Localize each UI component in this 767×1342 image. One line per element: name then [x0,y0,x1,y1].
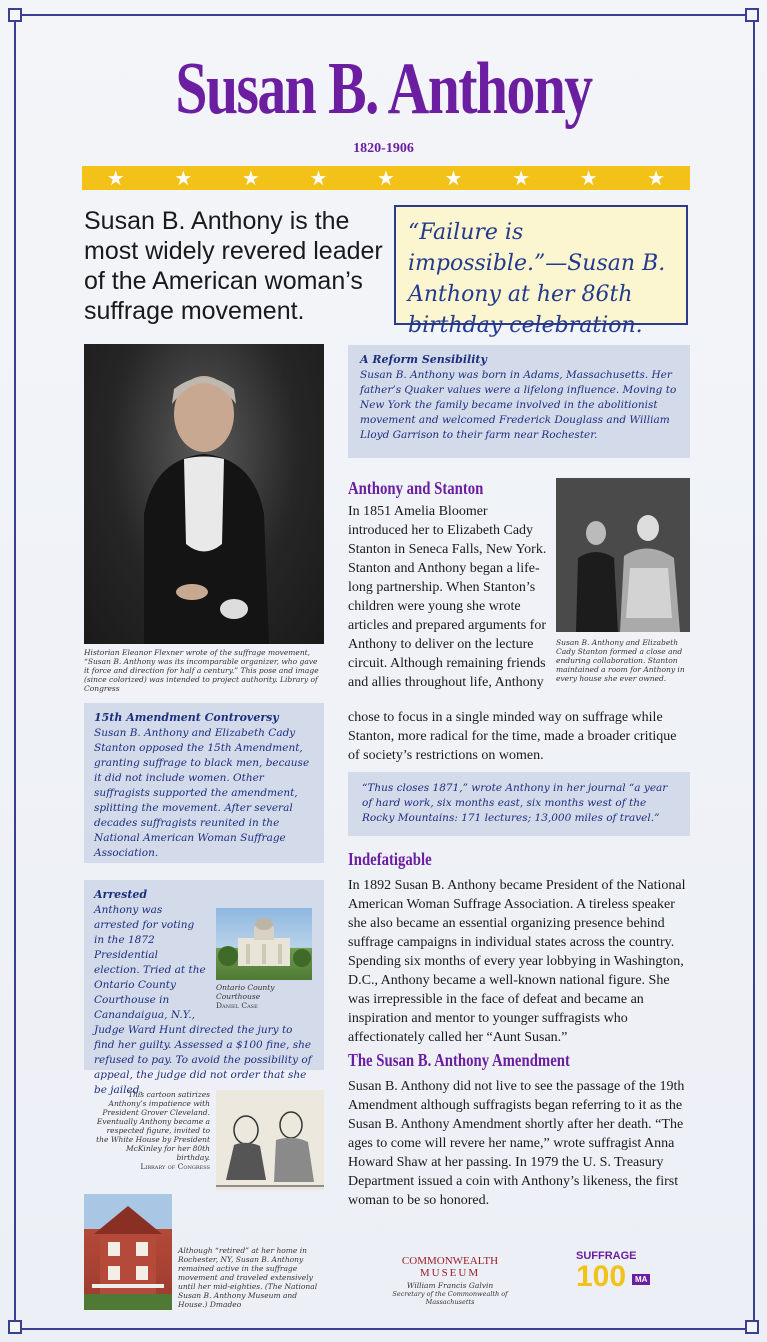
star-icon: ★ [444,166,463,190]
star-icon: ★ [309,166,328,190]
star-icon: ★ [579,166,598,190]
portrait-caption: Historian Eleanor Flexner wrote of the suffrage movement, “Susan B. Anthony was its incomparable organizer, who gave it force and direction for half a century.” This pose and image (since colorized) was intended to project authority. Library of Congress [84,648,319,693]
reform-heading: A Reform Sensibility [360,353,487,366]
stanton-text: In 1851 Amelia Bloomer introduced her to Elizabeth Cady Stanton in Seneca Falls, New York. Stanton and Anthony began a life-long partnership. When Stanton’s children were young she wrote articles and prepared arguments for Anthony to deliver on the lecture circuit. Although remaining friends and allies throughout life, Anthony [348,504,547,690]
amendment19-text: Susan B. Anthony did not live to see the passage of the 19th Amendment although suffragists began referring to it as the Susan B. Anthony Amendment shortly after her death. “The ages to come will revere her name,” wrote suffragist Anna Howard Shaw at her passing. In 1979 the U. S. Treasury Department issued a coin with Anthony’s likeness, the first woman to be so honored. [348,1079,685,1208]
museum-logo-line2: MUSEUM [419,1267,481,1279]
corner-ornament [745,8,759,22]
cartoon-caption-text: This cartoon satirizes Anthony’s impatience with President Grover Cleveland. Eventually Anthony became a respected figure, invited to the White House by President McKinley for her 80th birthday. [96,1090,210,1162]
secretary-name: William Francis Galvin [406,1281,494,1290]
badge-state: MA [632,1274,650,1285]
anthony-house-photo [84,1194,172,1310]
star-icon: ★ [647,166,666,190]
stanton-heading: Anthony and Stanton [348,478,484,498]
arrested-text: Anthony was arrested for voting in the 1872 Presidential election. Tried at the Ontario County Courthouse in Canandaigua, N.Y., [94,904,206,1021]
house-caption: Although “retired” at her home in Rochester, NY, Susan B. Anthony remained active in the suffrage movement and traveled extensively until her mid-eighties. (The National Susan B. Anthony Museum and House.) Dmadeo [178,1246,318,1309]
arrested-text-continued: Judge Ward Hunt directed the jury to find her guilty. Assessed a $100 fine, she refused to pay. To avoid the possibility of appeal, the judge did not order that she be jailed. [94,1024,312,1096]
courthouse-building [216,908,312,980]
indefatigable-text: In 1892 Susan B. Anthony became President of the National American Woman Suffrage Association. A tireless speaker she also became an essential organizing presence behind suffrage campaigns in individual states across the country. Spending six months of every year lobbying in Washington, D.C., Anthony became a well-known national figure. She was irrepressible in the face of defeat and became an inspiration and mentor to younger suffragists who affectionately called her “Aunt Susan.” [348,878,686,1045]
anthony-stanton-photo [556,478,690,632]
lead-statement: Susan B. Anthony is the most widely revered leader of the American woman’s suffrage movement. [84,207,383,325]
star-icon: ★ [376,166,395,190]
amendment15-panel [84,703,324,863]
star-banner [82,166,690,190]
amendment15-text: Susan B. Anthony and Elizabeth Cady Stanton opposed the 15th Amendment, granting suffrage to black men, because it did not include women. Other suffragists supported the amendment, splitting the movement. After several decades suffragists reunited in the National American Woman Suffrage Association. [94,727,310,859]
amendment19-heading: The Susan B. Anthony Amendment [348,1050,570,1070]
star-icon: ★ [512,166,531,190]
star-icon: ★ [174,166,193,190]
reform-panel [348,345,690,458]
seated-figures [556,478,690,632]
badge-word: SUFFRAGE [576,1250,637,1262]
corner-ornament [8,1320,22,1334]
museum-logo [380,1255,520,1279]
reform-text: Susan B. Anthony was born in Adams, Massachusetts. Her father’s Quaker values were a lifelong influence. Moving to New York the family became involved in the abolitionist movement and welcomed Frederick Douglass and William Lloyd Garrison to their farm near Rochester. [360,369,677,441]
corner-ornament [8,8,22,22]
courthouse-caption [216,983,316,1010]
indefatigable-heading: Indefatigable [348,849,432,869]
badge-number: 100 [576,1260,627,1293]
suffrage-100-badge [576,1250,666,1300]
secretary-role: Secretary of the Commonwealth of Massachusetts [392,1290,508,1306]
page-title: Susan B. Anthony [175,48,592,130]
stanton-text-continued: chose to focus in a single minded way on suffrage while Stanton, more radical for the time, made a broader critique of society’s restrictions on women. [348,710,677,763]
cartoon-credit: Library of Congress [140,1162,210,1171]
courthouse-credit: Daniel Case [216,1001,258,1010]
courthouse-caption-title: Ontario County Courthouse [216,983,275,1001]
political-cartoon [216,1090,324,1190]
amendment15-heading: 15th Amendment Controversy [94,711,279,724]
house-facade [84,1194,172,1310]
star-icon: ★ [241,166,260,190]
cartoon-sketch [216,1090,324,1190]
secretary-credit [370,1282,530,1306]
courthouse-photo [216,908,312,980]
portrait-figure [84,344,324,644]
featured-quote: “Failure is impossible.”—Susan B. Anthony at her 86th birthday celebration. [394,205,688,325]
life-years: 1820-1906 [353,141,414,156]
cartoon-caption [94,1090,210,1171]
stanton-caption: Susan B. Anthony and Elizabeth Cady Stanton formed a close and enduring collaboration. Stanton maintained a room for Anthony in every house she ever owned. [556,638,685,683]
star-icon: ★ [106,166,125,190]
museum-logo-line1: COMMONWEALTH [401,1255,499,1267]
arrested-heading: Arrested [94,888,148,901]
journal-quote: “Thus closes 1871,” wrote Anthony in her journal “a year of hard work, six months east, six months west of the Rocky Mountains: 171 lectures; 13,000 miles of travel.” [362,782,668,824]
journal-quote-panel [348,772,690,836]
portrait-photo [84,344,324,644]
corner-ornament [745,1320,759,1334]
